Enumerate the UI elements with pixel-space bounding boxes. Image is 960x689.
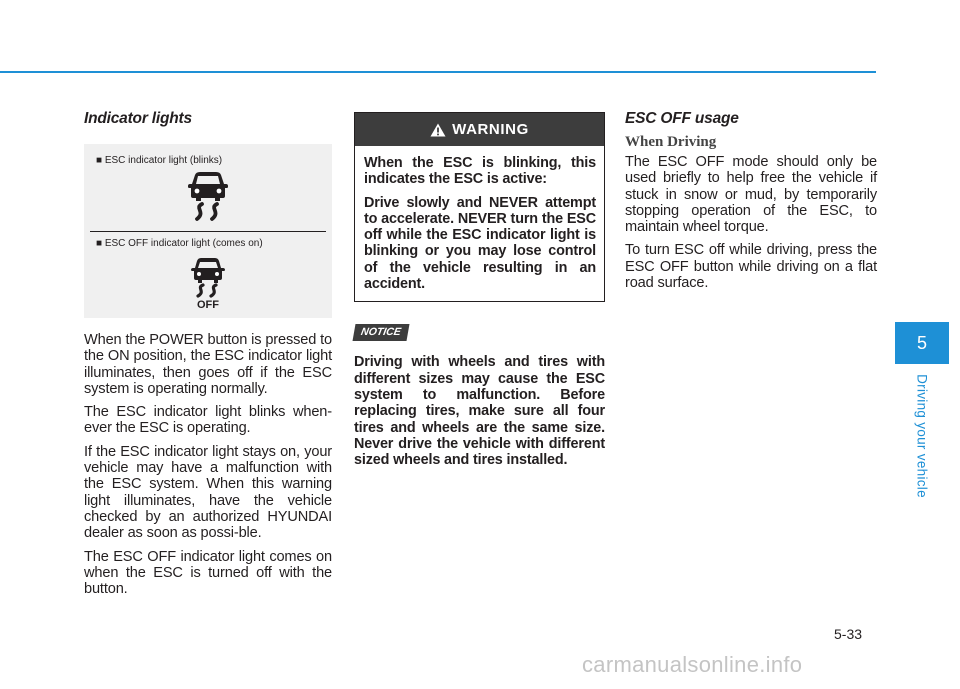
figure-caption-esc-blinks: ■ ESC indicator light (blinks) bbox=[96, 155, 223, 166]
warning-text: When the ESC is blinking, this indicates the ESC is active: bbox=[364, 155, 596, 188]
chapter-tab: 5 bbox=[895, 322, 949, 364]
paragraph: When the POWER button is pressed to the ON position, the ESC indicator light illuminates, then goes off if the ESC system is operating normally. bbox=[84, 332, 332, 397]
indicator-figure bbox=[84, 144, 332, 318]
warning-box bbox=[354, 112, 605, 302]
notice-badge: NOTICE bbox=[353, 324, 410, 341]
section-heading-indicator-lights: Indicator lights bbox=[84, 110, 192, 127]
subheading-when-driving: When Driving bbox=[625, 134, 717, 150]
page-number: 5-33 bbox=[834, 626, 863, 642]
warning-triangle-icon bbox=[430, 123, 446, 137]
paragraph: The ESC OFF mode should only be used briefly to help free the vehicle if stuck in snow or mud, by temporarily stopping operation of the ESC, to maintain wheel torque. bbox=[625, 154, 877, 236]
column-esc-off-usage bbox=[625, 108, 877, 298]
chapter-title: Driving your vehicle bbox=[914, 374, 930, 498]
warning-text: Drive slowly and NEVER attempt to accelerate. NEVER turn the ESC off while the ESC indicator light is blinking or you may lose control of the vehicle resulting in an accident. bbox=[364, 194, 596, 293]
warning-body bbox=[355, 146, 604, 301]
paragraph: The ESC indicator light blinks when-ever the ESC is operating. bbox=[84, 404, 332, 437]
figure-divider bbox=[90, 231, 326, 232]
column-indicator-lights bbox=[84, 108, 332, 604]
paragraph: If the ESC indicator light stays on, your vehicle may have a malfunction with the ESC system. When this warning light illuminates, have the vehicle checked by an authorized HYUNDAI dealer as soon as possi-ble. bbox=[84, 443, 332, 542]
esc-off-icon-label: OFF bbox=[197, 299, 219, 309]
esc-off-indicator-icon bbox=[190, 257, 226, 309]
esc-indicator-icon bbox=[187, 171, 229, 223]
figure-caption-esc-off: ■ ESC OFF indicator light (comes on) bbox=[96, 238, 263, 249]
notice-text: Driving with wheels and tires with different sizes may cause the ESC system to malfunction. Before replacing tires, make sure all four tires and wheels are the same size. Never drive the vehicle with different sized wheels and tires installed. bbox=[354, 354, 605, 469]
paragraph: To turn ESC off while driving, press the ESC OFF button while driving on a flat road surface. bbox=[625, 242, 877, 292]
warning-title: WARNING bbox=[452, 121, 529, 138]
header-rule bbox=[0, 71, 876, 73]
section-heading-esc-off-usage: ESC OFF usage bbox=[625, 110, 739, 127]
column-warning-notice bbox=[354, 108, 605, 475]
watermark: carmanualsonline.info bbox=[582, 652, 803, 677]
paragraph: The ESC OFF indicator light comes on when the ESC is turned off with the button. bbox=[84, 548, 332, 598]
warning-header bbox=[355, 113, 604, 146]
